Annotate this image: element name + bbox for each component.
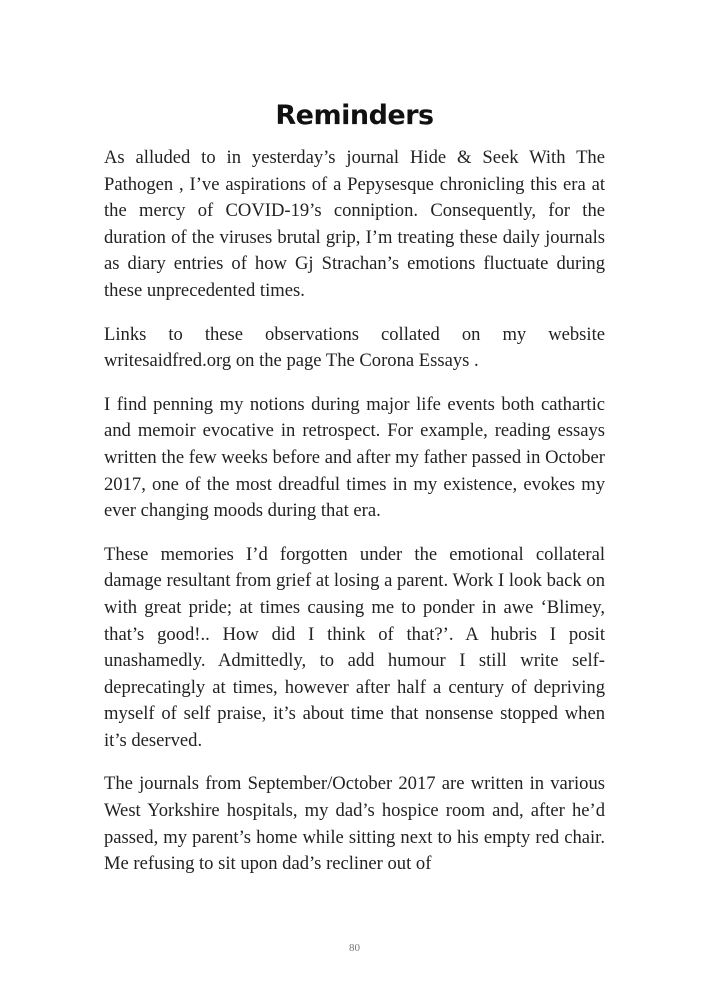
paragraph-2: Links to these observations collated on my website writesaidfred.org on the page The Corona Essays . bbox=[104, 323, 605, 372]
body-text bbox=[104, 145, 605, 895]
page-title: Reminders bbox=[275, 100, 434, 132]
page-number: 80 bbox=[349, 942, 360, 954]
paragraph-3: I find penning my notions during major life events both cathartic and memoir evocative in retrospect. For example, reading essays written the few weeks before and after my father passed in October 2017, one of the most dreadful times in my existence, evokes my ever changing moods during that era. bbox=[104, 393, 605, 522]
paragraph-5: The journals from September/October 2017 are written in various West Yorkshire hospitals, my dad’s hospice room and, after he’d passed, my parent’s home while sitting next to his empty red chair. Me refusing to sit upon dad’s recliner out of bbox=[104, 773, 605, 875]
paragraph-4: These memories I’d forgotten under the emotional collateral damage resultant from grief at losing a parent. Work I look back on with great pride; at times causing me to ponder in awe ‘Blimey, that’s good!.. How did I think of that?’. A hubris I posit unashamedly. Admittedly, to add humour I still write self-deprecatingly at times, however after half a century of depriving myself of self praise, it’s about time that nonsense stopped when it’s deserved. bbox=[104, 543, 605, 751]
paragraph-1: As alluded to in yesterday’s journal Hide & Seek With The Pathogen , I’ve aspirations of a Pepysesque chronicling this era at the mercy of COVID-19’s conniption. Consequently, for the duration of the viruses brutal grip, I’m treating these daily journals as diary entries of how Gj Strachan’s emotions fluctuate during these unprecedented times. bbox=[104, 147, 605, 301]
